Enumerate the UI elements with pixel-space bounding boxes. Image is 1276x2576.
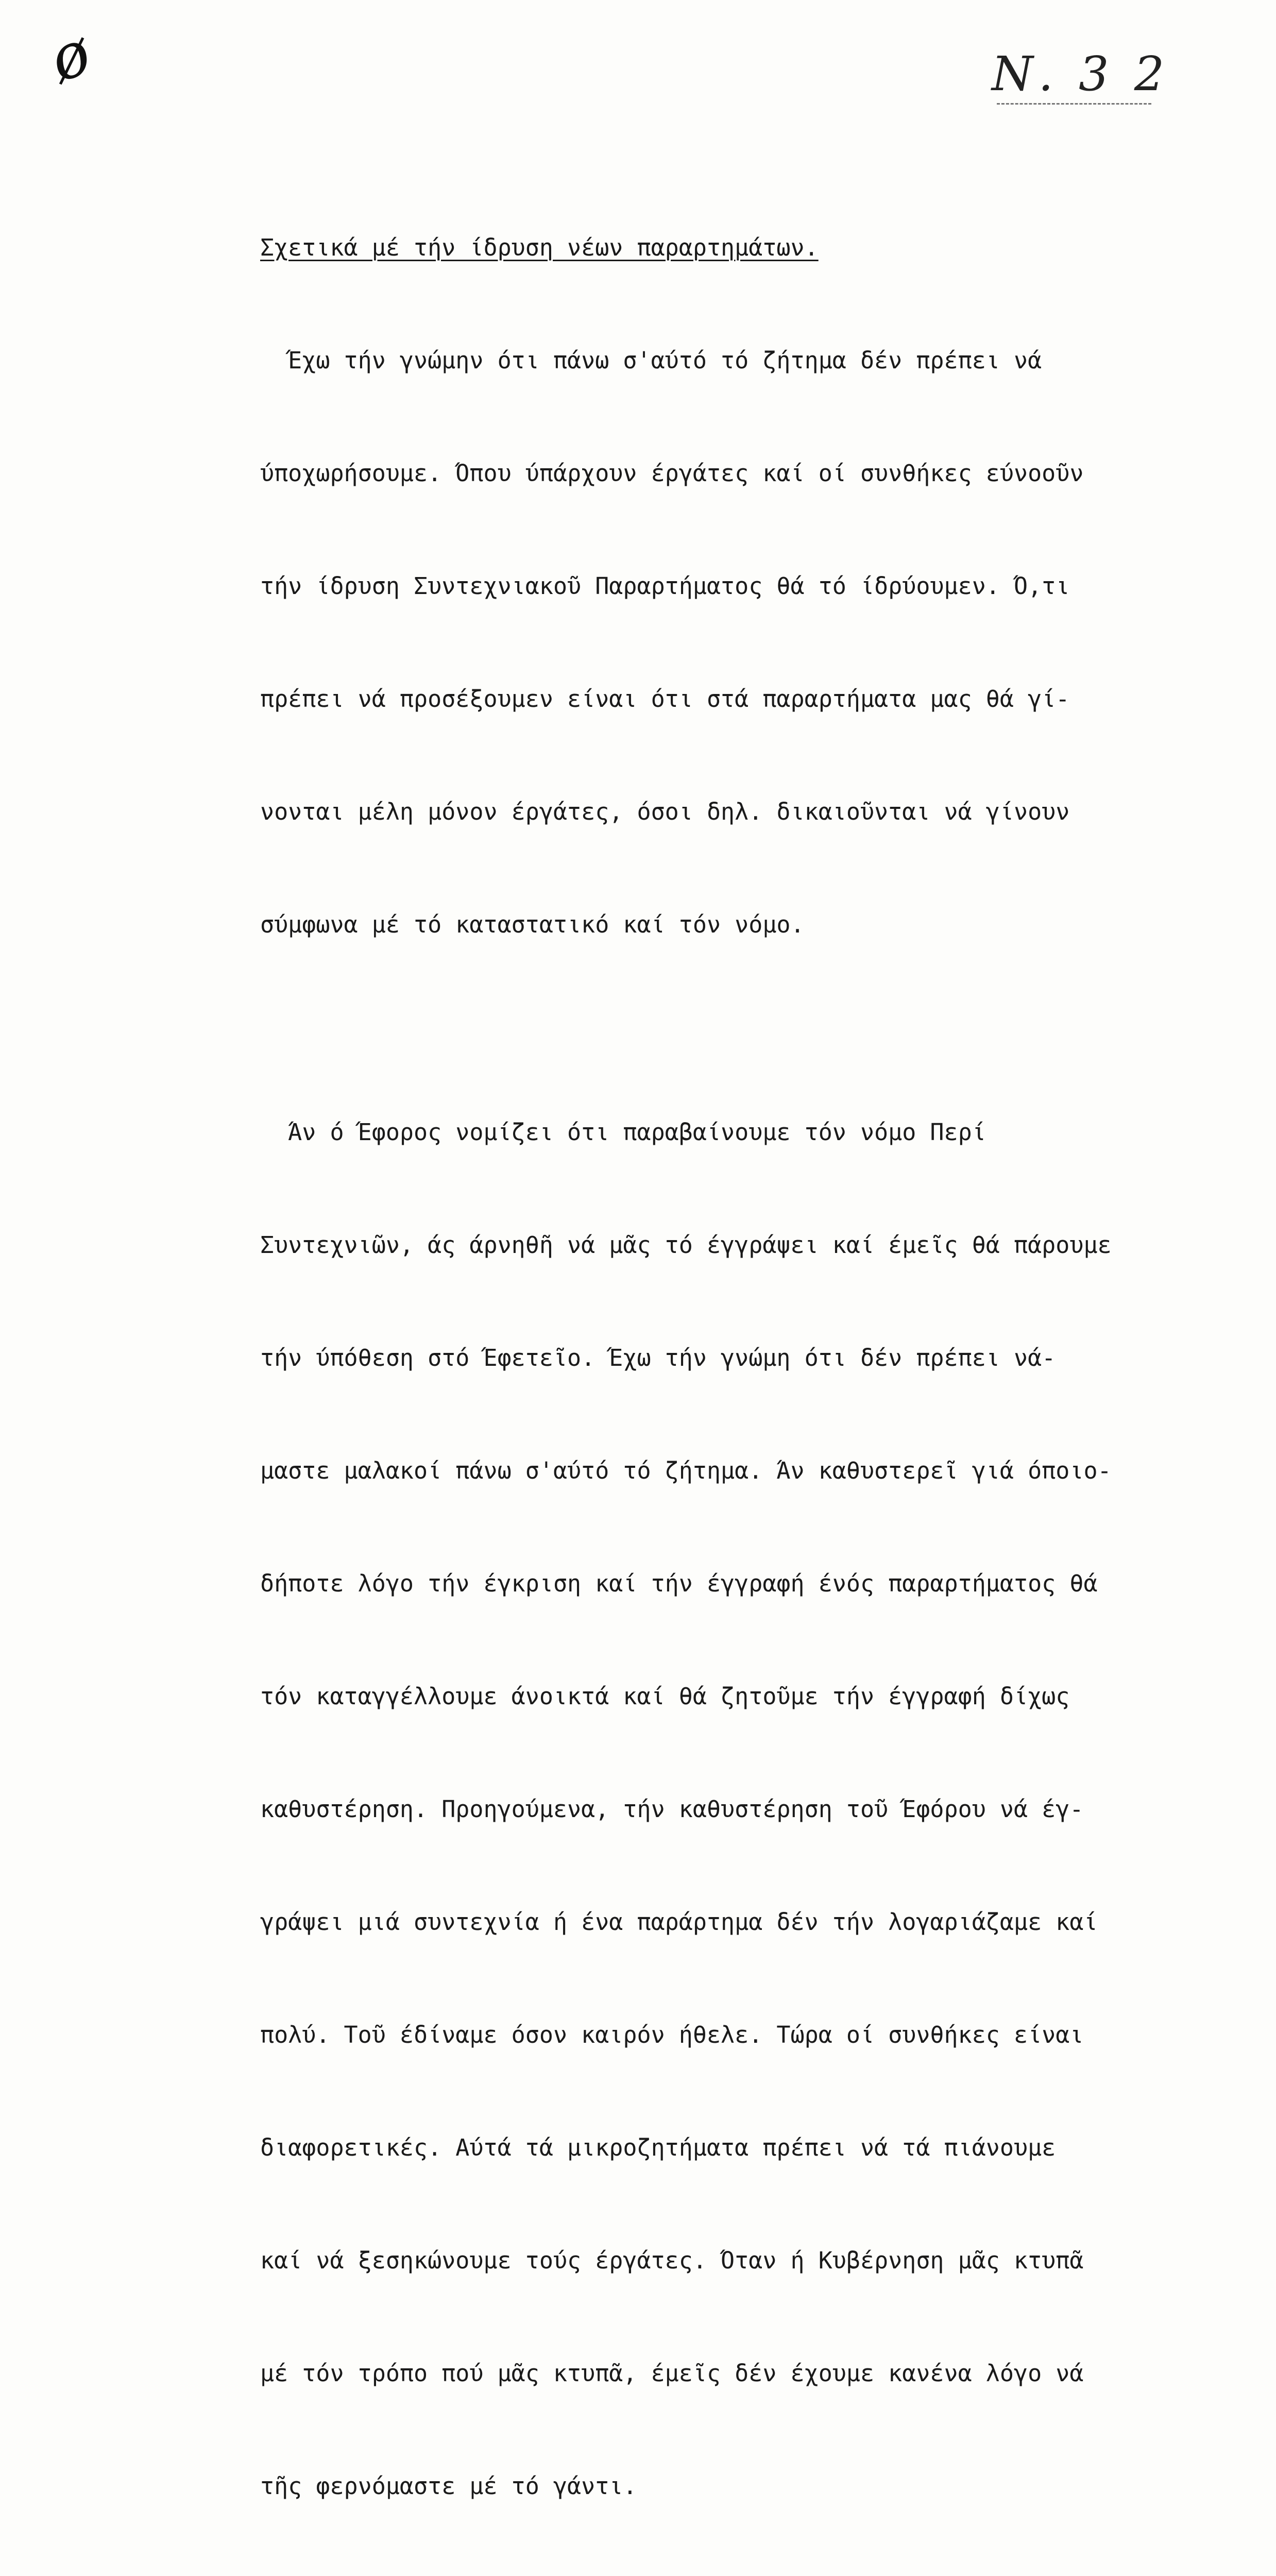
text-line: Άν ό Έφορος νομίζει ότι παραβαίνουμε τόν νόμο Περί: [260, 1118, 986, 1146]
text-line: μαστε μαλακοί πάνω σ'αύτό τό ζήτημα. Άν καθυστερεῖ γιά όποιο-: [260, 1457, 1112, 1484]
text-line: τήν ύπόθεση στό Έφετεῖο. Έχω τήν γνώμη ότι δέν πρέπει νά-: [260, 1344, 1056, 1371]
page-number: Ν. 3 2: [992, 46, 1170, 101]
text-line: νονται μέλη μόνον έργάτες, όσοι δηλ. δικαιοῦνται νά γίνουν: [260, 798, 1070, 825]
text-line: πολύ. Τοῦ έδίναμε όσον καιρόν ήθελε. Τώρα οί συνθήκες είναι: [260, 2021, 1084, 2048]
paragraph-gap: [260, 1019, 1265, 1038]
text-line: σύμφωνα μέ τό καταστατικό καί τόν νόμο.: [260, 911, 805, 938]
document-body: [260, 116, 1265, 2576]
text-line: τήν ίδρυση Συντεχνιακοῦ Παραρτήματος θά τό ίδρύουμεν. Ό,τι: [260, 572, 1070, 600]
text-line: καί νά ξεσηκώνουμε τούς έργάτες. Όταν ή Κυβέρνηση μᾶς κτυπᾶ: [260, 2247, 1084, 2274]
section-heading: Σχετικά μέ τήν ίδρυση νέων παραρτημάτων.: [260, 234, 819, 261]
text-line: τῆς φερνόμαστε μέ τό γάντι.: [260, 2472, 637, 2500]
text-line: Συντεχνιῶν, άς άρνηθῆ νά μᾶς τό έγγράψει καί έμεῖς θά πάρουμε: [260, 1231, 1112, 1259]
text-line: γράψει μιά συντεχνία ή ένα παράρτημα δέν τήν λογαριάζαμε καί: [260, 1908, 1098, 1936]
page-number-underline: [997, 103, 1151, 105]
text-line: πρέπει νά προσέξουμεν είναι ότι στά παραρτήματα μας θά γί-: [260, 685, 1070, 713]
text-line: ύποχωρήσουμε. Όπου ύπάρχουν έργάτες καί οί συνθήκες εύνοοῦν: [260, 460, 1084, 487]
text-line: τόν καταγγέλλουμε άνοικτά καί θά ζητοῦμε τήν έγγραφή δίχως: [260, 1683, 1070, 1710]
text-line: διαφορετικές. Αύτά τά μικροζητήματα πρέπει νά τά πιάνουμε: [260, 2134, 1056, 2161]
text-line: δήποτε λόγο τήν έγκριση καί τήν έγγραφή ένός παραρτήματος θά: [260, 1570, 1098, 1597]
text-line: μέ τόν τρόπο πού μᾶς κτυπᾶ, έμεῖς δέν έχουμε κανένα λόγο νά: [260, 2360, 1084, 2387]
handwritten-mark: ø: [40, 16, 100, 97]
text-line: Έχω τήν γνώμην ότι πάνω σ'αύτό τό ζήτημα δέν πρέπει νά: [260, 347, 1042, 374]
text-line: καθυστέρηση. Προηγούμενα, τήν καθυστέρηση τοῦ Έφόρου νά έγ-: [260, 1795, 1084, 1823]
